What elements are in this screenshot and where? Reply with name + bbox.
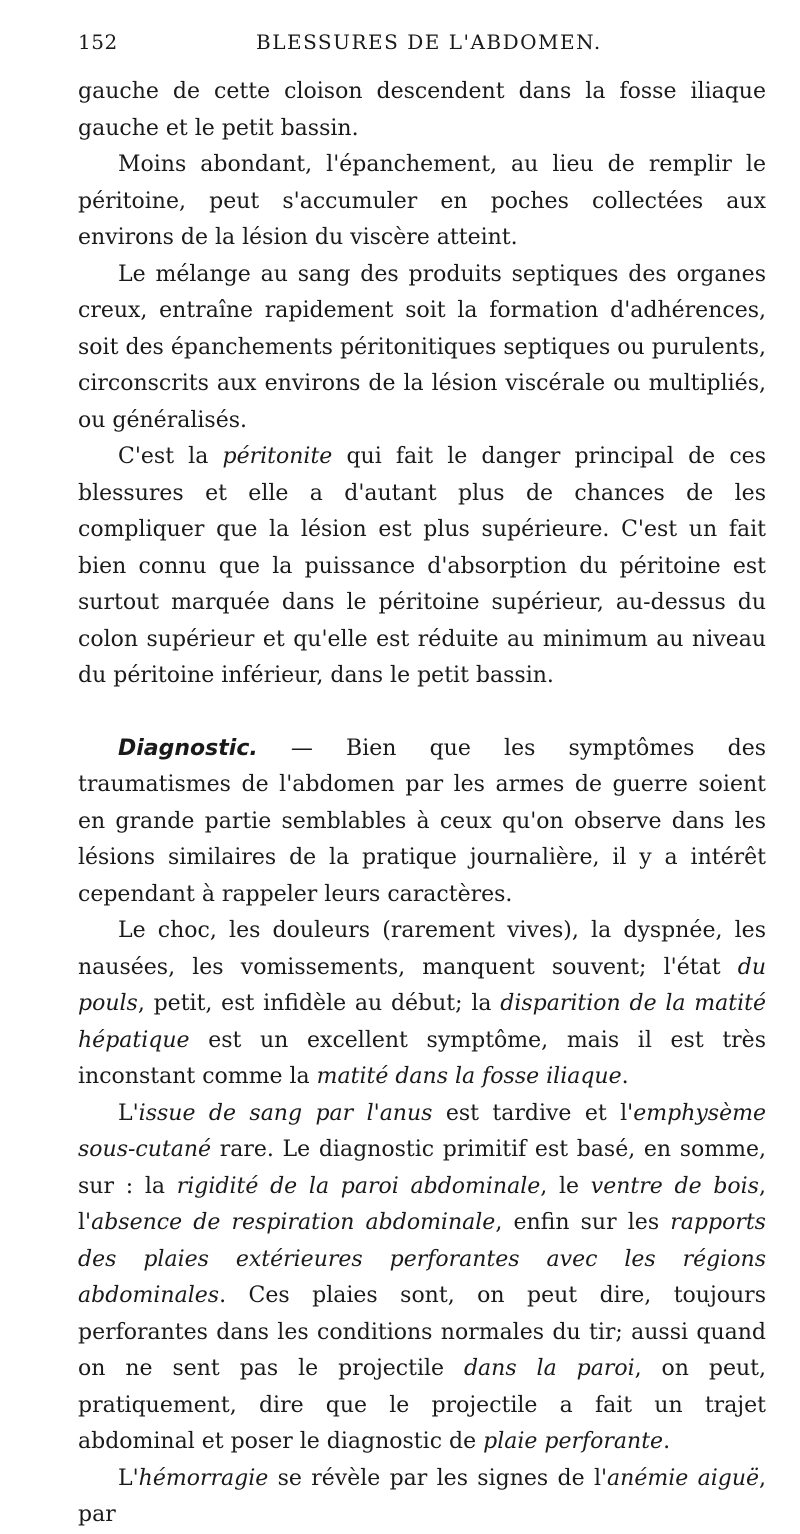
running-header (78, 30, 760, 60)
running-title: BLESSURES DE L'ABDOMEN. (256, 30, 602, 54)
text-run: Le choc, les douleurs (rarement vives), la dyspnée, les nausées, les vomissements, manquent souvent; l'état (78, 918, 766, 980)
text-run: est un excellent symptôme, mais il est très inconstant comme la (78, 1027, 766, 1089)
text-run: , le (540, 1173, 591, 1199)
section-heading: Diagnostic. (118, 735, 258, 761)
paragraph (78, 439, 766, 695)
italic-term: plaie perforante (483, 1429, 664, 1454)
italic-term: absence de respiration abdominale (91, 1210, 496, 1235)
italic-term: dans la paroi (463, 1356, 635, 1381)
text-run: L' (118, 1100, 139, 1126)
text-run: C'est la (118, 444, 223, 469)
italic-term: disparition de la matité hépatique (78, 991, 766, 1053)
page-body (78, 74, 766, 1534)
text-run: , petit, est infidèle au début; la (137, 991, 501, 1016)
text-run: gauche de cette cloison descendent dans la fosse iliaque gauche et le petit bassin. (78, 79, 766, 141)
text-run: , on peut, pratiquement, dire que le projectile a fait un trajet abdominal et poser le diagnostic de (78, 1356, 767, 1454)
paragraph-continuation (78, 74, 766, 147)
text-run: est tardive et l' (432, 1100, 634, 1126)
text-run: rare. Le diagnostic primitif est basé, en somme, sur : la (78, 1137, 766, 1199)
italic-term: péritonite (222, 444, 333, 469)
text-run: Le mélange au sang des produits septiques des organes creux, entraîne rapidement soit la formation d'adhérences, soit des épanchements péritonitiques septiques ou purulents, circonscrits aux environs de la lésion viscérale ou multipliés, ou généralisés. (78, 261, 766, 433)
text-run: se révèle par les signes de l' (268, 1465, 608, 1491)
text-run: , l' (78, 1173, 766, 1235)
paragraph (78, 147, 766, 257)
text-run: . (663, 1429, 671, 1454)
text-run: qui fait le danger principal de ces blessures et elle a d'autant plus de chances de les compliquer que la lésion est plus supérieure. C'est un fait bien connu que la puissance d'absorption du péritoine est surtout marquée dans le péritoine supérieur, au-dessus du colon supérieur et qu'elle est réduite au minimum au niveau du péritoine inférieur, dans le petit bassin. (78, 444, 766, 688)
italic-term: du pouls (78, 954, 766, 1016)
italic-term: rapports des plaies extérieures perforantes avec les régions abdominales (78, 1210, 766, 1308)
page-number: 152 (78, 30, 118, 54)
italic-term: hémorragie (138, 1465, 269, 1491)
paragraph (78, 1096, 766, 1461)
italic-term: issue de sang par l'anus (138, 1100, 433, 1126)
text-run: Moins abondant, l'épanchement, au lieu de remplir le péritoine, peut s'accumuler en poches collectées aux environs de la lésion du viscère atteint. (78, 152, 766, 250)
text-run: L' (118, 1465, 139, 1491)
text-run: , enfin sur les (495, 1210, 671, 1235)
italic-term: emphysème sous-cutané (78, 1100, 766, 1162)
text-run: , par (78, 1465, 767, 1527)
text-run: — Bien que les symptômes des traumatismes de l'abdomen par les armes de guerre soient en grande partie semblables à ceux qu'on observe dans les lésions similaires de la pratique journalière, il y a intérêt cependant à rappeler leurs caractères. (78, 735, 766, 907)
paragraph (78, 913, 766, 1096)
paragraph-diagnostic (78, 731, 766, 914)
paragraph (78, 1461, 766, 1534)
italic-term: ventre de bois (590, 1173, 759, 1199)
italic-term: rigidité de la paroi abdominale (176, 1173, 541, 1199)
italic-term: anémie aiguë (607, 1465, 760, 1491)
italic-term: matité dans la fosse iliaque (316, 1064, 622, 1089)
paragraph (78, 257, 766, 440)
text-run: . Ces plaies sont, on peut dire, toujours perforantes dans les conditions normales du tir; aussi quand on ne sent pas le projectile (78, 1283, 766, 1381)
text-run: . (621, 1064, 629, 1089)
